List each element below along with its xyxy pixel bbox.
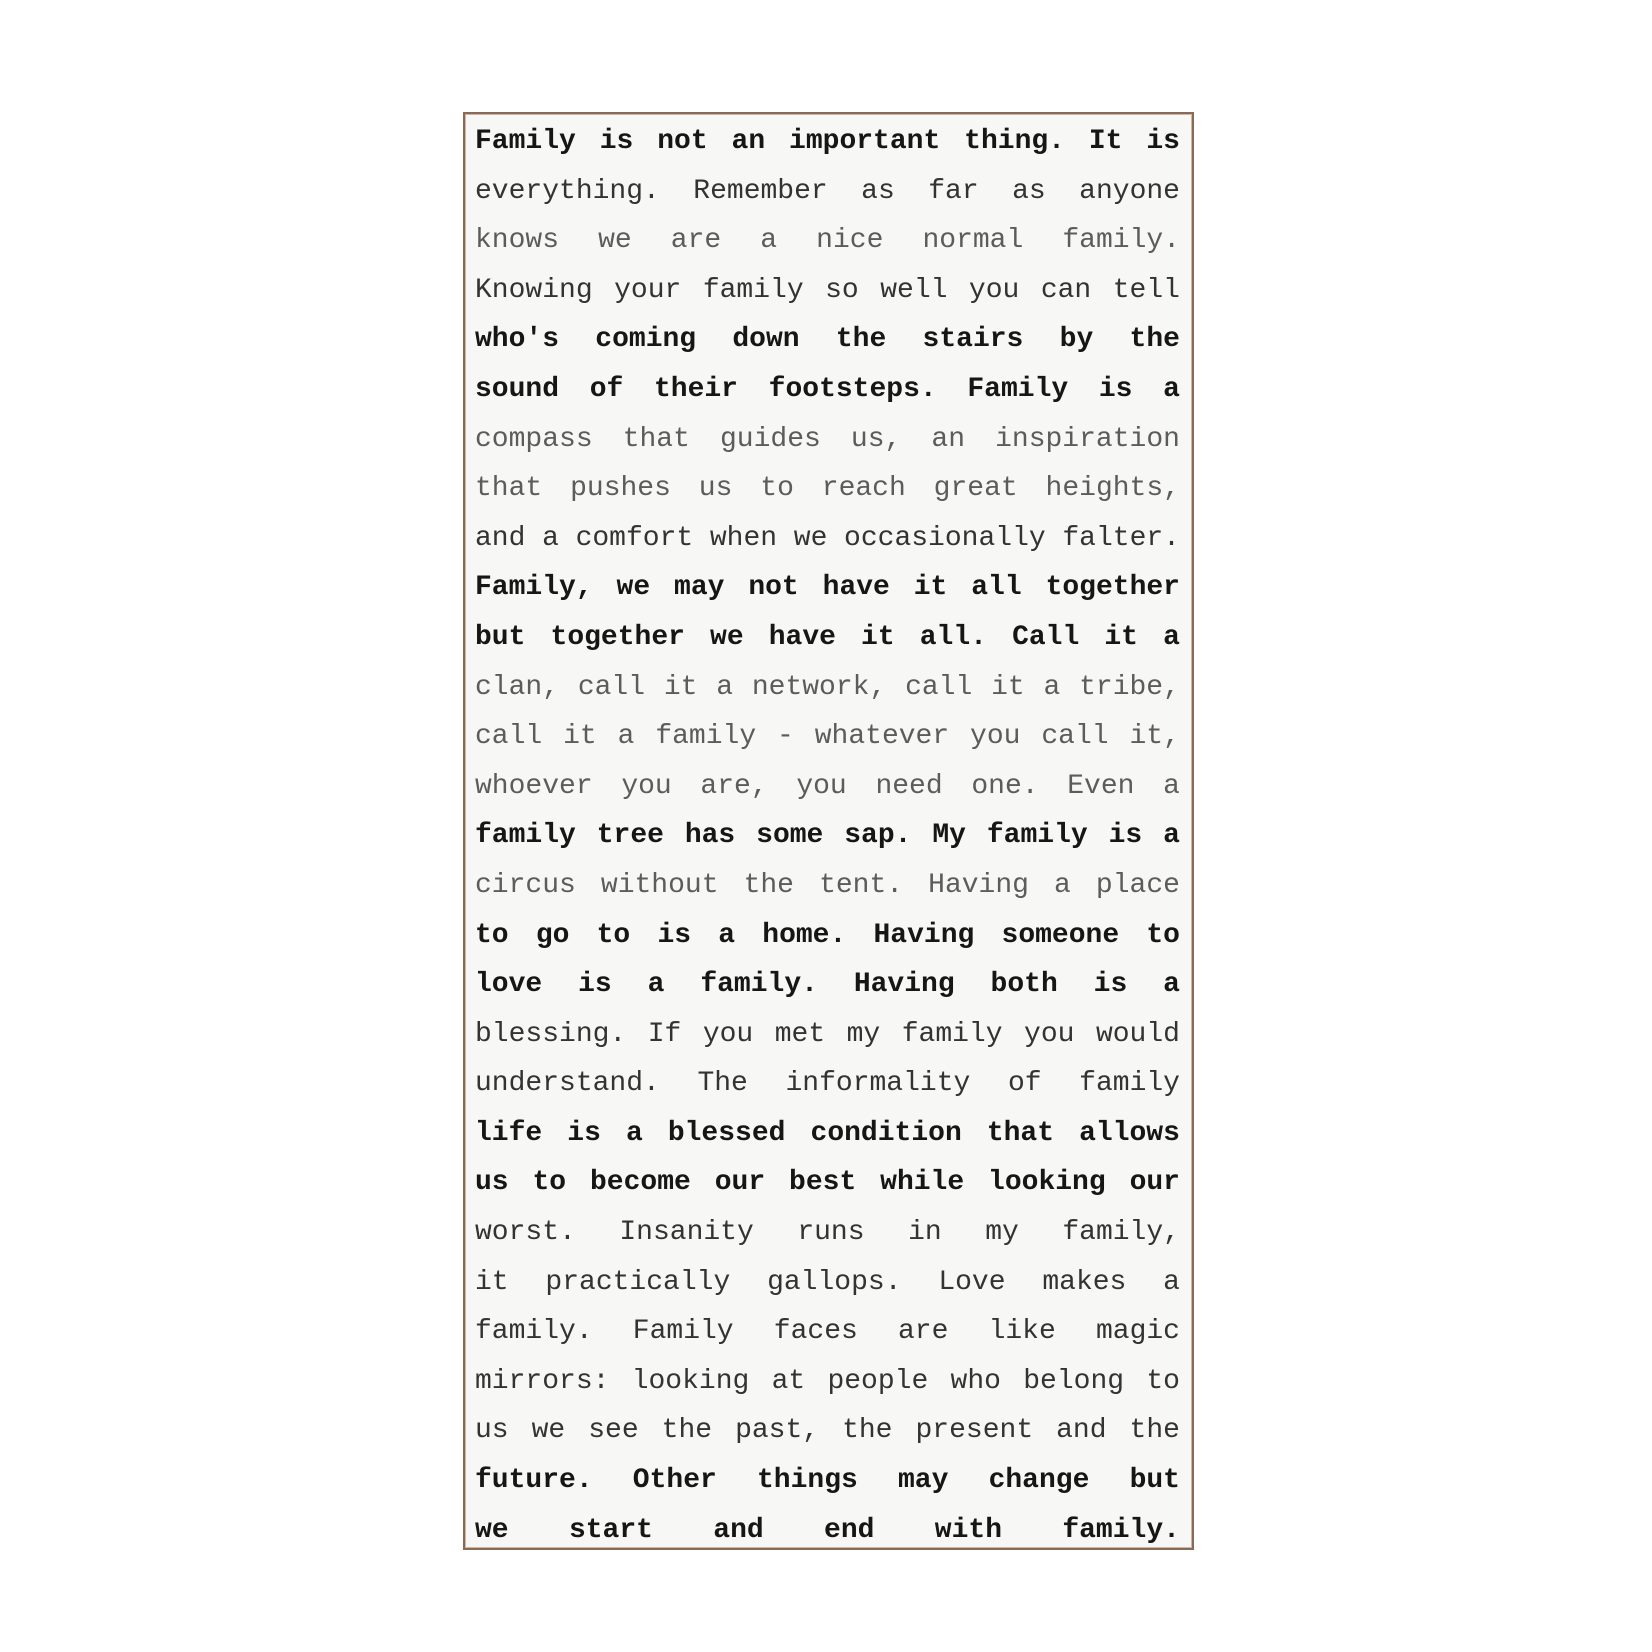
typewriter-quote-sign xyxy=(463,112,1194,1550)
quote-line xyxy=(475,1456,1180,1506)
quote-word: the xyxy=(1129,324,1180,356)
quote-word: great xyxy=(933,473,1018,505)
quote-word: have xyxy=(822,572,890,604)
quote-word: occasionally xyxy=(844,522,1046,554)
quote-word: become xyxy=(590,1167,691,1199)
quote-word: our xyxy=(1129,1167,1180,1199)
quote-word: with xyxy=(934,1514,1002,1546)
quote-word: is xyxy=(599,126,634,157)
quote-word: family xyxy=(655,721,757,753)
quote-word: life xyxy=(475,1117,543,1149)
quote-word: are xyxy=(670,225,722,257)
quote-word: well xyxy=(880,274,948,306)
quote-word: is xyxy=(657,919,692,951)
quote-word: far xyxy=(928,175,979,207)
quote-word: Family, xyxy=(475,572,593,604)
quote-word: tree xyxy=(596,820,664,852)
quote-word: to xyxy=(1146,1365,1180,1397)
quote-word: circus xyxy=(475,869,576,901)
quote-word: an xyxy=(931,423,966,455)
quote-word: all xyxy=(971,572,1022,604)
quote-word: a xyxy=(542,522,559,554)
quote-word: family xyxy=(901,1018,1003,1050)
quote-word: one. xyxy=(971,770,1039,802)
quote-word: may xyxy=(897,1465,949,1497)
quote-word: some xyxy=(756,820,824,852)
quote-word: like xyxy=(988,1316,1056,1348)
quote-word: but xyxy=(475,621,526,653)
quote-word: people xyxy=(827,1365,929,1397)
quote-word: to xyxy=(532,1167,567,1199)
quote-word: nice xyxy=(816,225,884,257)
quote-word: us xyxy=(475,1415,509,1447)
quote-word: a xyxy=(625,1117,643,1149)
quote-word: can xyxy=(1040,274,1092,306)
quote-word: It xyxy=(1088,126,1123,157)
quote-word: understand. xyxy=(475,1068,660,1100)
quote-word: present xyxy=(915,1415,1034,1447)
quote-word: an xyxy=(731,126,766,157)
quote-word: tell xyxy=(1112,274,1180,306)
quote-word: a xyxy=(617,721,635,753)
quote-word: family. xyxy=(1062,225,1180,257)
quote-word: without xyxy=(600,869,719,901)
quote-word: end xyxy=(824,1514,875,1546)
quote-word: us, xyxy=(850,423,902,455)
quote-word: you xyxy=(621,770,672,802)
quote-word: is xyxy=(1108,820,1143,852)
quote-line xyxy=(475,415,1180,465)
quote-word: may xyxy=(674,572,725,604)
quote-line xyxy=(475,464,1180,514)
quote-word: family. xyxy=(475,1316,593,1348)
quote-word: we xyxy=(793,522,828,554)
quote-word: down xyxy=(732,324,800,356)
quote-word: Family xyxy=(632,1316,734,1348)
quote-word: makes xyxy=(1042,1266,1127,1298)
quote-word: is xyxy=(1146,126,1180,157)
quote-word: If xyxy=(647,1018,682,1050)
quote-word: a xyxy=(1163,373,1180,405)
quote-word: Family xyxy=(475,126,576,157)
quote-word: love xyxy=(475,969,543,1001)
quote-line xyxy=(475,712,1180,762)
quote-word: Remember xyxy=(693,175,828,207)
quote-word: future. xyxy=(475,1465,593,1497)
quote-word: someone xyxy=(1001,919,1120,951)
quote-line xyxy=(475,1506,1180,1556)
quote-word: Having xyxy=(853,969,955,1001)
quote-word: blessing. xyxy=(475,1018,627,1050)
quote-word: falter. xyxy=(1062,522,1180,554)
quote-word: a xyxy=(1163,1266,1180,1298)
quote-word: tribe, xyxy=(1079,671,1180,703)
quote-word: Love xyxy=(938,1266,1006,1298)
quote-word: inspiration xyxy=(995,423,1180,455)
quote-word: the xyxy=(661,1415,713,1447)
quote-word: everything. xyxy=(475,175,660,207)
quote-word: it xyxy=(991,671,1025,703)
quote-word: we xyxy=(598,225,632,257)
quote-word: would xyxy=(1095,1018,1180,1050)
quote-word: who xyxy=(950,1365,1001,1397)
quote-word: thing. xyxy=(964,126,1065,157)
quote-word: looking xyxy=(988,1167,1106,1199)
quote-line xyxy=(475,762,1180,812)
quote-line xyxy=(475,365,1180,415)
quote-word: family xyxy=(1079,1068,1180,1100)
quote-word: allows xyxy=(1079,1117,1180,1149)
quote-word: not xyxy=(748,572,799,604)
quote-line xyxy=(475,663,1180,713)
quote-word: the xyxy=(743,869,794,901)
quote-word: together xyxy=(1045,572,1180,604)
quote-word: we xyxy=(710,621,744,653)
quote-word: to xyxy=(475,919,509,951)
quote-word: change xyxy=(988,1465,1090,1497)
quote-word: call xyxy=(475,721,543,753)
quote-word: guides xyxy=(720,423,821,455)
quote-word: practically xyxy=(545,1266,731,1298)
quote-line xyxy=(475,514,1180,564)
quote-word: of xyxy=(589,373,624,405)
quote-word: is xyxy=(567,1117,601,1149)
quote-line xyxy=(475,1258,1180,1308)
quote-word: Knowing xyxy=(475,274,593,306)
quote-word: start xyxy=(568,1514,653,1546)
quote-word: network, xyxy=(751,671,887,703)
quote-word: worst. xyxy=(475,1217,576,1249)
quote-word: that xyxy=(622,423,690,455)
quote-word: a xyxy=(1163,621,1180,653)
quote-word: you xyxy=(968,274,1020,306)
quote-word: Even xyxy=(1067,770,1135,802)
quote-line xyxy=(475,911,1180,961)
quote-line xyxy=(475,1109,1180,1159)
quote-word: it xyxy=(563,721,597,753)
quote-line xyxy=(475,861,1180,911)
quote-word: see xyxy=(588,1415,639,1447)
quote-word: a xyxy=(718,919,736,951)
quote-word: you xyxy=(970,721,1021,753)
quote-word: at xyxy=(771,1365,806,1397)
quote-word: whoever xyxy=(475,770,593,802)
quote-line xyxy=(475,811,1180,861)
quote-line xyxy=(475,1208,1180,1258)
quote-word: call xyxy=(1041,721,1109,753)
quote-word: is xyxy=(578,969,612,1001)
quote-word: family xyxy=(986,820,1088,852)
quote-word: a xyxy=(647,969,665,1001)
quote-word: have xyxy=(768,621,836,653)
quote-word: by xyxy=(1059,324,1094,356)
quote-word: Having xyxy=(928,869,1029,901)
quote-word: gallops. xyxy=(767,1266,902,1298)
quote-word: home. xyxy=(762,919,847,951)
quote-word: together xyxy=(550,621,685,653)
quote-word: when xyxy=(709,522,778,554)
quote-word: family xyxy=(475,820,576,852)
quote-word: looking xyxy=(631,1365,750,1397)
quote-word: as xyxy=(1012,175,1046,207)
quote-line xyxy=(475,216,1180,266)
quote-word: is xyxy=(1093,969,1128,1001)
quote-word: all. xyxy=(919,621,987,653)
quote-word: of xyxy=(1007,1068,1042,1100)
quote-word: we xyxy=(616,572,651,604)
quote-word: Insanity xyxy=(619,1217,754,1249)
quote-word: Family xyxy=(967,373,1069,405)
quote-word: we xyxy=(531,1415,566,1447)
quote-word: pushes xyxy=(570,473,671,505)
quote-word: faces xyxy=(773,1316,858,1348)
quote-word: and xyxy=(713,1514,764,1546)
quote-word: family xyxy=(702,274,804,306)
quote-word: footsteps. xyxy=(768,373,937,405)
quote-word: whatever xyxy=(814,721,950,753)
quote-word: my xyxy=(846,1018,881,1050)
quote-word: best xyxy=(789,1167,857,1199)
quote-word: the xyxy=(835,324,887,356)
quote-word: My xyxy=(932,820,966,852)
quote-line xyxy=(475,563,1180,613)
quote-word: you xyxy=(702,1018,754,1050)
quote-word: magic xyxy=(1095,1316,1180,1348)
quote-word: but xyxy=(1129,1465,1180,1497)
quote-word: go xyxy=(535,919,570,951)
quote-word: my xyxy=(985,1217,1019,1249)
quote-line xyxy=(475,266,1180,316)
quote-word: belong xyxy=(1023,1365,1125,1397)
quote-word: not xyxy=(657,126,708,157)
quote-word: the xyxy=(842,1415,893,1447)
quote-word: normal xyxy=(922,225,1024,257)
quote-word: family, xyxy=(1062,1217,1180,1249)
quote-word: anyone xyxy=(1079,175,1180,207)
quote-word: their xyxy=(653,373,738,405)
quote-text-block xyxy=(475,117,1180,1555)
quote-word: blessed xyxy=(667,1117,786,1149)
quote-word: Having xyxy=(873,919,975,951)
quote-word: us xyxy=(475,1167,509,1199)
quote-word: stairs xyxy=(922,324,1024,356)
quote-word: as xyxy=(861,175,895,207)
quote-word: sound xyxy=(475,373,560,405)
quote-word: while xyxy=(880,1167,965,1199)
quote-line xyxy=(475,1158,1180,1208)
quote-word: it xyxy=(913,572,948,604)
quote-word: family. xyxy=(1062,1514,1180,1546)
quote-word: the xyxy=(1129,1415,1180,1447)
quote-word: that xyxy=(986,1117,1055,1149)
quote-word: a xyxy=(1043,671,1061,703)
quote-word: to xyxy=(1146,919,1180,951)
quote-word: a xyxy=(1163,770,1180,802)
quote-word: so xyxy=(825,274,859,306)
quote-word: is xyxy=(1098,373,1133,405)
quote-word: to xyxy=(596,919,631,951)
quote-word: both xyxy=(990,969,1058,1001)
quote-word: it xyxy=(475,1266,509,1298)
quote-word: past, xyxy=(735,1415,820,1447)
quote-word: informality xyxy=(785,1068,971,1100)
quote-word: our xyxy=(714,1167,766,1199)
quote-word: heights, xyxy=(1045,473,1180,505)
quote-line xyxy=(475,315,1180,365)
quote-word: and xyxy=(1056,1415,1107,1447)
quote-word: condition xyxy=(810,1117,962,1149)
quote-word: your xyxy=(614,274,682,306)
quote-word: important xyxy=(789,126,941,157)
quote-word: to xyxy=(760,473,794,505)
quote-word: you xyxy=(1024,1018,1075,1050)
quote-word: things xyxy=(756,1465,858,1497)
quote-word: met xyxy=(774,1018,826,1050)
quote-word: it xyxy=(1104,621,1138,653)
quote-word: a xyxy=(716,671,734,703)
quote-line xyxy=(475,167,1180,217)
quote-line xyxy=(475,960,1180,1010)
quote-line xyxy=(475,1406,1180,1456)
quote-word: are, xyxy=(700,770,768,802)
quote-word: coming xyxy=(595,324,697,356)
quote-word: that xyxy=(475,473,543,505)
quote-word: sap. xyxy=(844,820,912,852)
quote-word: call xyxy=(577,671,646,703)
quote-word: call xyxy=(905,671,973,703)
quote-word: family. xyxy=(700,969,818,1001)
quote-word: and xyxy=(475,522,526,554)
quote-word: Call xyxy=(1012,621,1080,653)
quote-word: us xyxy=(698,473,733,505)
quote-line xyxy=(475,1357,1180,1407)
quote-word: a xyxy=(760,225,778,257)
quote-word: who's xyxy=(475,324,560,356)
quote-word: comfort xyxy=(575,522,694,554)
quote-word: need xyxy=(875,770,943,802)
quote-word: are xyxy=(897,1316,949,1348)
quote-line xyxy=(475,1010,1180,1060)
quote-word: we xyxy=(475,1514,509,1546)
quote-word: it xyxy=(663,671,698,703)
quote-word: Other xyxy=(632,1465,717,1497)
quote-line xyxy=(475,613,1180,663)
quote-word: runs xyxy=(797,1217,865,1249)
quote-word: it xyxy=(861,621,895,653)
quote-word: The xyxy=(697,1068,748,1100)
quote-word: knows xyxy=(475,225,560,257)
quote-word: a xyxy=(1054,869,1071,901)
quote-word: mirrors: xyxy=(475,1365,610,1397)
quote-line xyxy=(475,117,1180,167)
quote-word: it, xyxy=(1129,721,1180,753)
quote-word: clan, xyxy=(475,671,560,703)
quote-word: compass xyxy=(475,423,593,455)
quote-word: you xyxy=(796,770,847,802)
quote-word: in xyxy=(908,1217,942,1249)
quote-word: place xyxy=(1095,869,1180,901)
quote-line xyxy=(475,1059,1180,1109)
quote-word: a xyxy=(1163,969,1180,1001)
quote-word: tent. xyxy=(819,869,904,901)
quote-word: - xyxy=(777,721,794,753)
quote-line xyxy=(475,1307,1180,1357)
quote-word: a xyxy=(1163,820,1180,852)
quote-word: has xyxy=(684,820,736,852)
quote-word: reach xyxy=(821,473,906,505)
